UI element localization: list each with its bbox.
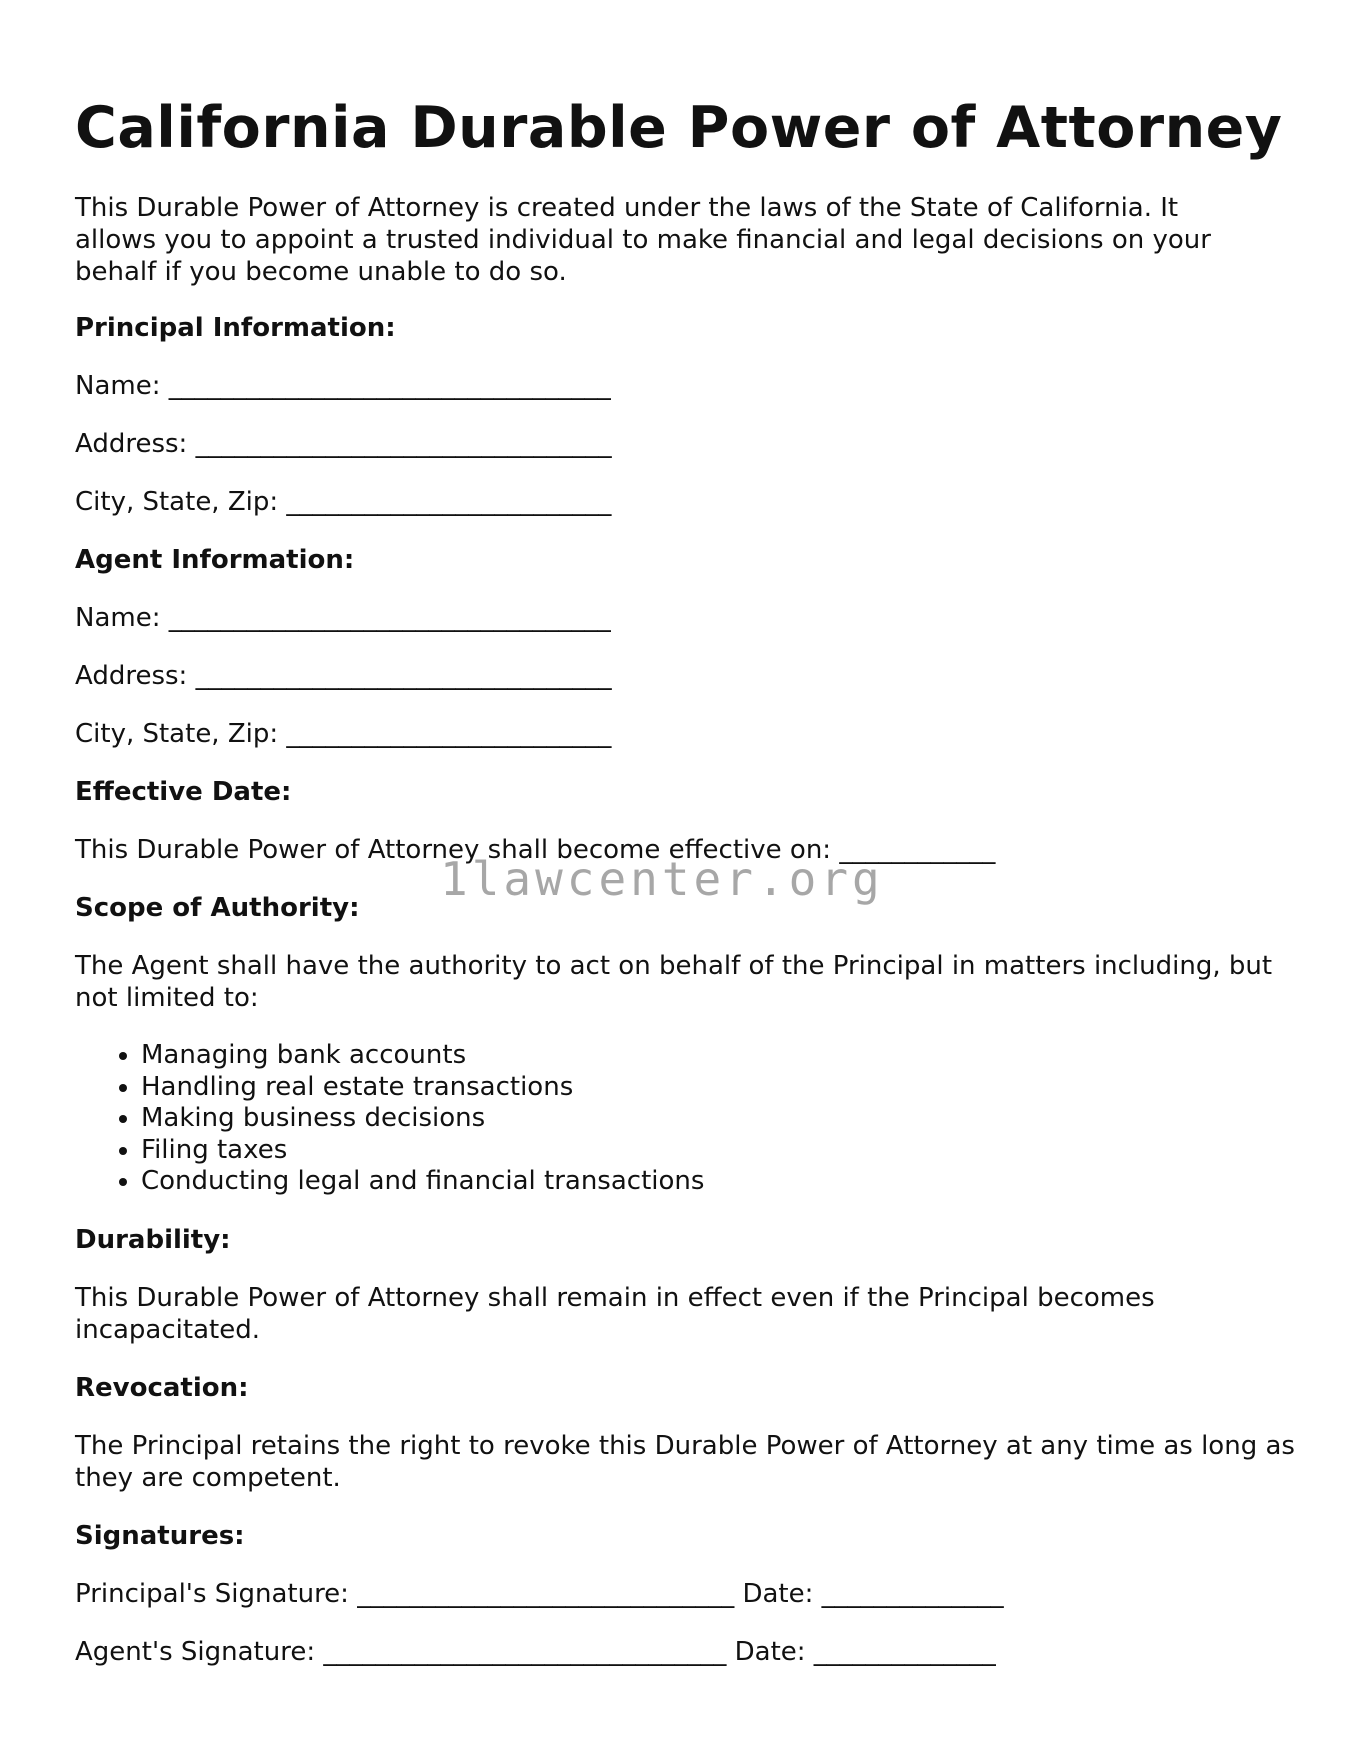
list-item: • Conducting legal and financial transactions: [141, 1166, 1305, 1198]
signatures-heading: Signatures:: [75, 1520, 245, 1551]
agent-heading: Agent Information:: [75, 545, 355, 575]
agent-signature-line[interactable]: Agent's Signature: _______________________________ Date: ______________: [75, 1636, 996, 1667]
document-title: California Durable Power of Attorney: [75, 95, 1283, 161]
principal-heading: Principal Information:: [75, 313, 396, 343]
list-item: • Managing bank accounts: [141, 1040, 1305, 1072]
principal-name-field[interactable]: Name: __________________________________: [75, 371, 611, 401]
list-item: • Handling real estate transactions: [141, 1072, 1305, 1104]
scope-heading: Scope of Authority:: [75, 893, 360, 923]
principal-city-field[interactable]: City, State, Zip: _________________________: [75, 487, 612, 517]
scope-paragraph: The Agent shall have the authority to act on behalf of the Principal in matters including, but not limited to:: [75, 951, 1273, 1013]
agent-address-field[interactable]: Address: ________________________________: [75, 661, 612, 691]
agent-city-field[interactable]: City, State, Zip: _________________________: [75, 719, 612, 749]
effective-date-heading: Effective Date:: [75, 777, 292, 807]
authority-list: [75, 1040, 1305, 1198]
principal-signature-line[interactable]: Principal's Signature: _____________________________ Date: ______________: [75, 1578, 1004, 1609]
list-item: • Making business decisions: [141, 1103, 1305, 1135]
watermark: 1lawcenter.org: [440, 852, 884, 906]
revocation-heading: Revocation:: [75, 1372, 249, 1403]
durability-paragraph: This Durable Power of Attorney shall remain in effect even if the Principal becomes incapacitated.: [75, 1282, 1155, 1345]
agent-name-field[interactable]: Name: __________________________________: [75, 603, 611, 633]
intro-paragraph: This Durable Power of Attorney is created under the laws of the State of California. It allows you to appoint a trusted individual to make financial and legal decisions on your behalf if you become unable to do so.: [75, 193, 1211, 287]
effective-date-field[interactable]: This Durable Power of Attorney shall become effective on: ____________: [75, 835, 996, 865]
durability-heading: Durability:: [75, 1224, 231, 1255]
list-item: • Filing taxes: [141, 1135, 1305, 1167]
principal-address-field[interactable]: Address: ________________________________: [75, 429, 612, 459]
revocation-paragraph: The Principal retains the right to revoke this Durable Power of Attorney at any time as long as they are competent.: [75, 1430, 1295, 1493]
